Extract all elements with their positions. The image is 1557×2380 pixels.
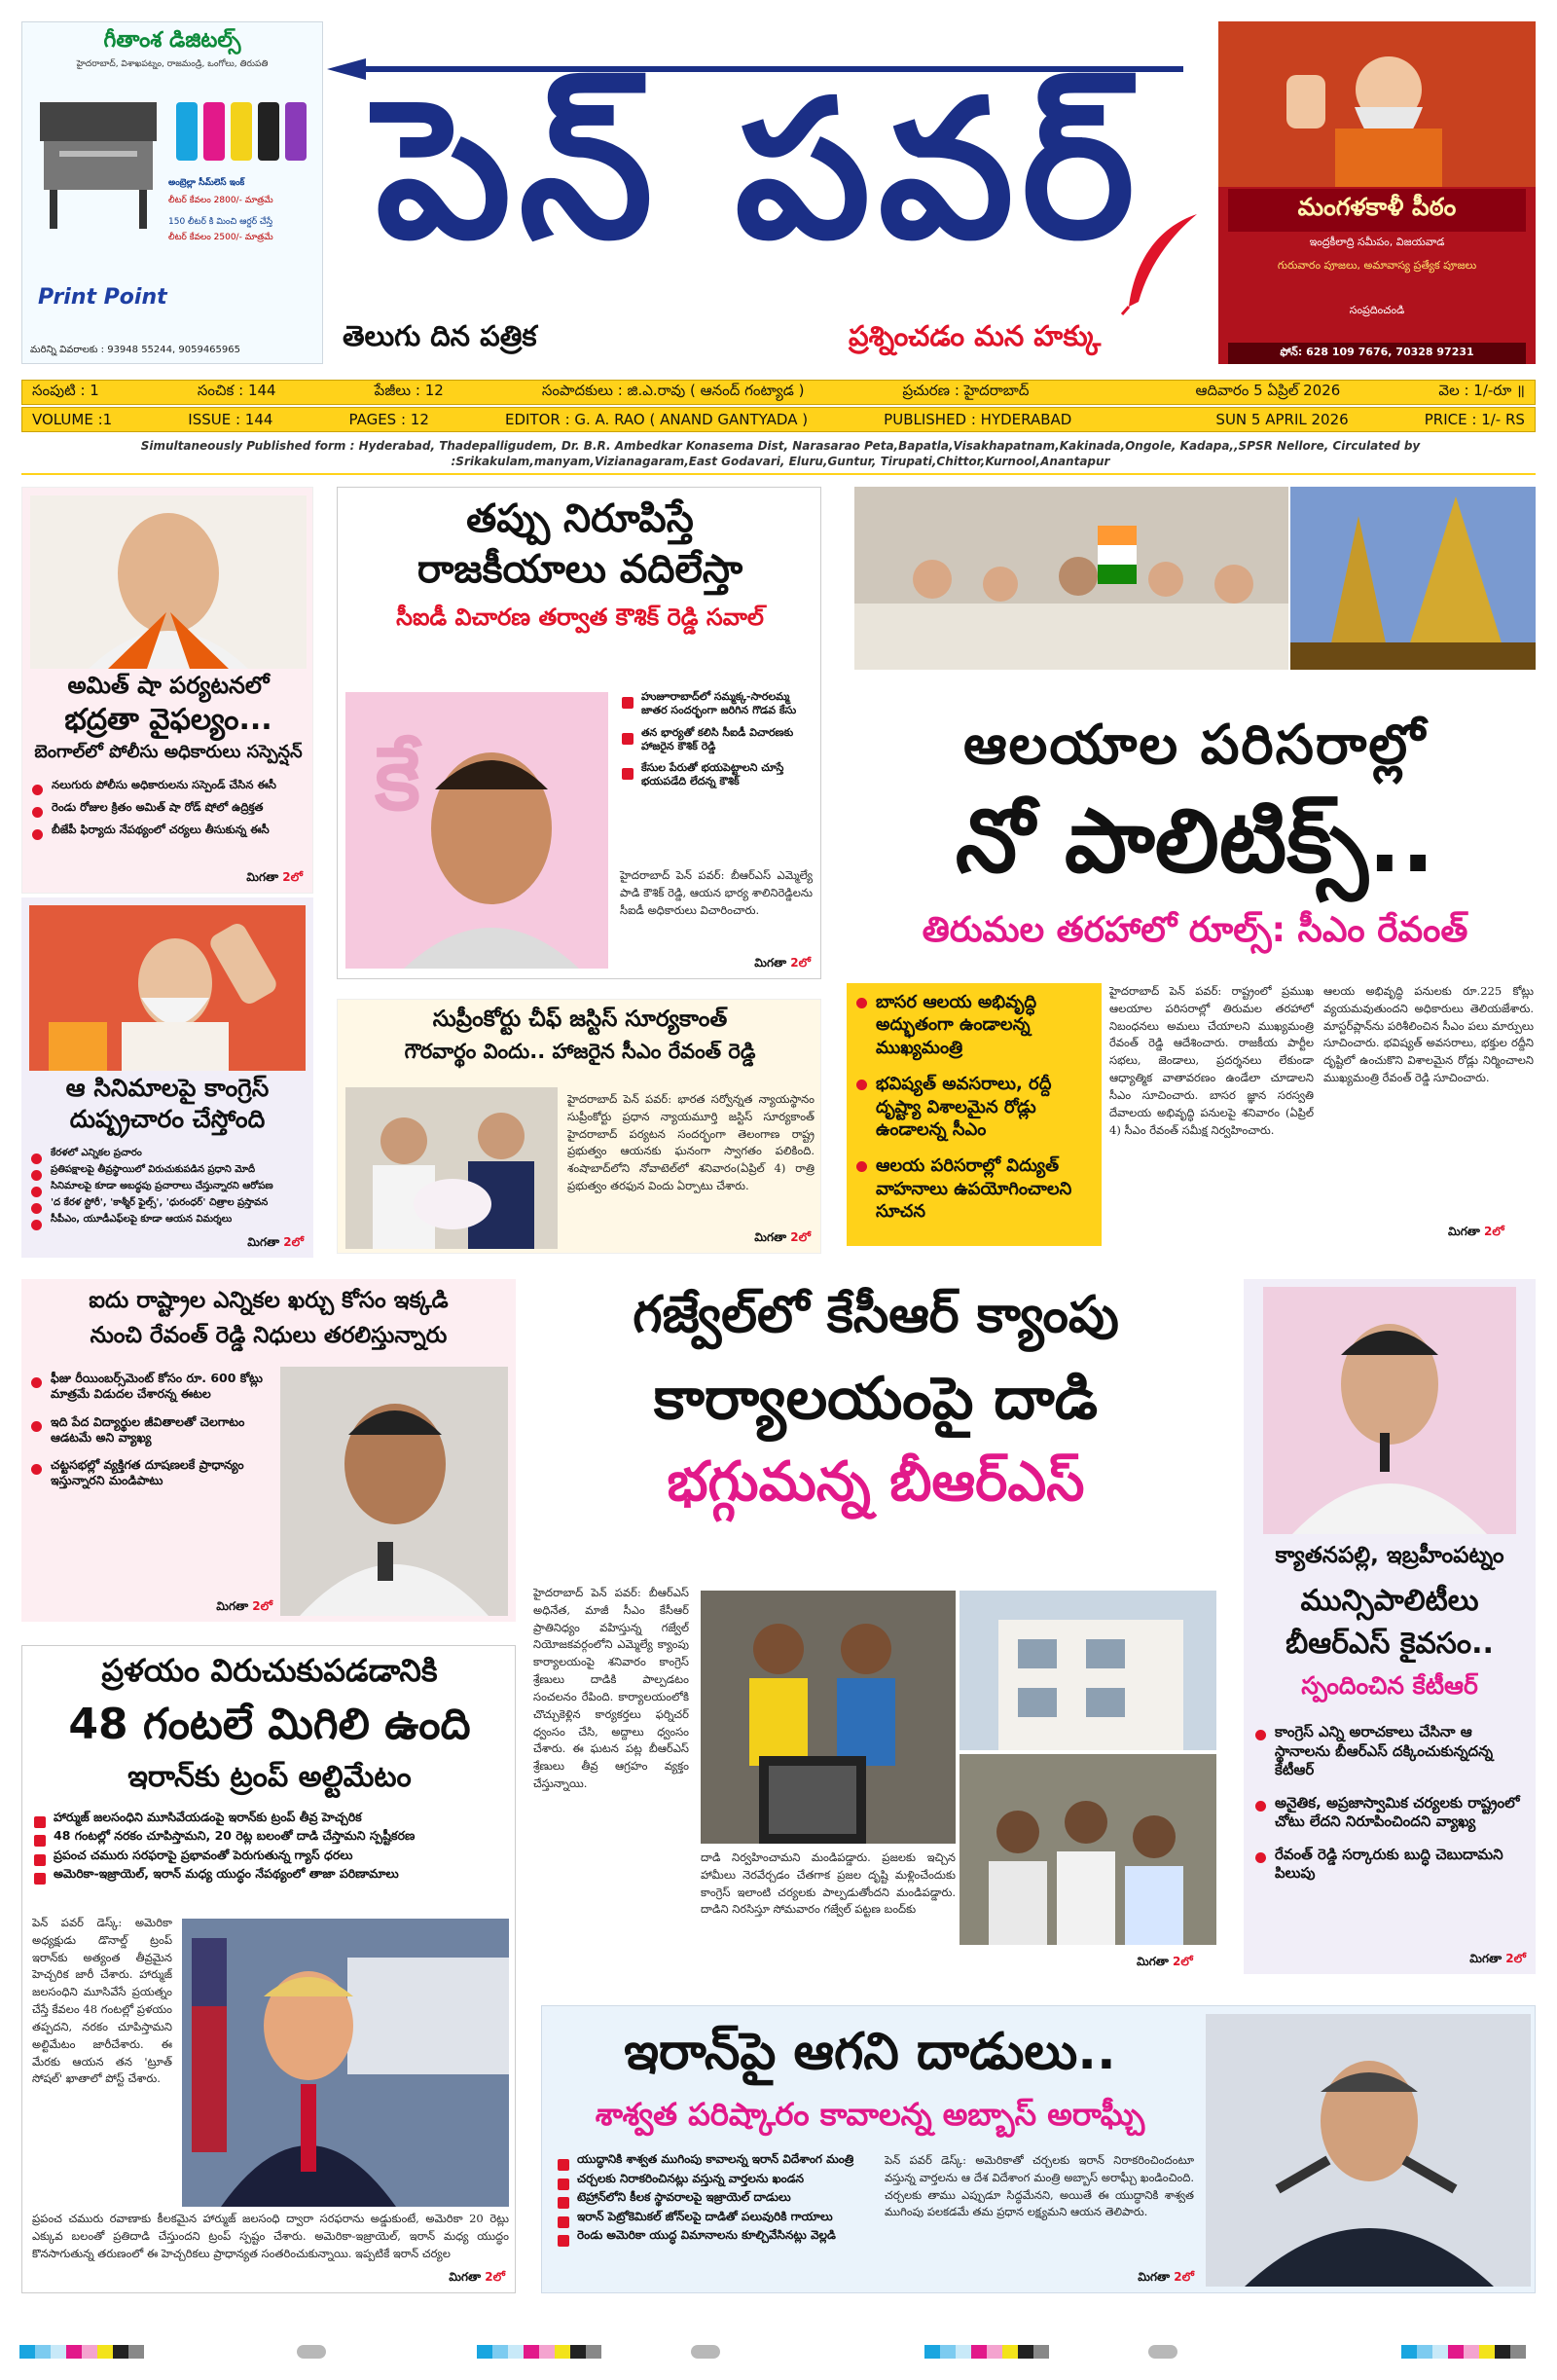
story-amit-shah[interactable]: [21, 487, 313, 894]
iran-bullet: యుద్ధానికి శాశ్వత ముగింపు కావాలన్న ఇరాన్ విదేశాంగ మంత్రి: [556, 2152, 877, 2168]
iran-bullets: [556, 2152, 877, 2252]
kaushik-bullet: తన భార్యతో కలిసి సీఐడీ విచారణకు హాజరైన కౌశిక్ రెడ్డి: [620, 726, 815, 754]
eatala-bullet: ఫీజు రీయింబర్స్‌మెంట్ కోసం రూ. 600 కోట్లు మాత్రమే విడుదల చేశారన్న ఈటల: [29, 1371, 272, 1403]
ktr-h1: క్యాతనపల్లి, ఇబ్రహీంపట్నం: [1275, 1543, 1504, 1568]
trump-bullet: హార్ముజ్ జలసంధిని మూసివేయడంపై ఇరాన్‌కు ట్రంప్ తీవ్ర హెచ్చరిక: [32, 1810, 509, 1825]
info-editor-en: EDITOR : G. A. RAO ( ANAND GANTYADA ): [504, 411, 809, 428]
info-published-en: PUBLISHED : HYDERABAD: [884, 411, 1072, 428]
trump-body: పెన్ పవర్ డెస్క్: అమెరికా అధ్యక్షుడు డొనాల్డ్ ట్రంప్ ఇరాన్‌కు అత్యంత తీవ్రమైన హెచ్చరిక జారీ చేశారు. హార్ముజ్ జలసంధిని మూసివేసే ప్రయత్నం చేస్తే కేవలం 48 గంటల్లో ప్రళయం తప్పదని, నరకం చూపిస్తామని అల్టిమేటం జారీచేశారు. ఈ మేరకు ఆయన తన 'ట్రూత్ సోషల్' ఖాతాలో పోస్ట్ చేశారు.: [32, 1916, 172, 2086]
info-price-en: PRICE : 1/- RS: [1424, 411, 1525, 428]
modi-h1: ఆ సినిమాలపై కాంగ్రెస్: [65, 1074, 270, 1102]
cmyk-color-bar: [0, 2341, 1557, 2364]
ktr-h2: మున్సిపాలిటీలు: [1300, 1584, 1479, 1618]
gajwel-h2: కార్యాలయంపై దాడి: [653, 1365, 1099, 1433]
infobar-telugu: [21, 380, 1536, 405]
cji-photo: [345, 1087, 558, 1249]
continued-link[interactable]: మిగతా 2లో: [449, 2270, 505, 2284]
quill-icon: [1114, 209, 1207, 316]
gajwel-h1: గజ్వేల్‌లో కేసీఆర్ క్యాంపు: [633, 1286, 1119, 1344]
ad-left-line5: లీటర్ కేవలం 2500/- మాత్రమే: [168, 233, 273, 242]
ktr-bullet: అనైతిక, అప్రజాస్వామిక చర్యలకు రాష్ట్రంలో చోటు లేదని నిరూపించిందని వ్యాఖ్య: [1253, 1794, 1528, 1832]
ktr-photo: [1263, 1287, 1516, 1534]
ad-right-line1: ఇంద్రకీలాద్రి సమీపం, విజయవాడ: [1309, 236, 1445, 248]
temple-body-1: హైదరాబాద్ పెన్ పవర్: రాష్ట్రంలో ప్రముఖ ఆలయాల పరిసరాల్లో తిరుమల తరహాలో నిబంధనలు అమలు చేయాలని ముఖ్యమంత్రి రేవంత్ రెడ్డి ఆదేశించారు. రాజకీయ పార్టీల సభలు, జెండాలు, ప్రదర్శనలు లేకుండా ఆధ్యాత్మిక వాతావరణం ఉండేలా చూడాలని సీఎం సూచించారు. బాసర జ్ఞాన సరస్వతి దేవాలయ అభివృద్ధి పనులపై శనివారం (ఏప్రిల్ 4) సీఎం రేవంత్ సమీక్ష నిర్వహించారు.: [1109, 984, 1314, 1137]
info-date-te: ఆదివారం 5 ఏప్రిల్ 2026: [1195, 382, 1341, 399]
amit-bullet: రెండు రోజుల క్రితం అమిత్ షా రోడ్ షోలో ఉద్రిక్తత: [30, 800, 310, 815]
ktr-sub: స్పందించిన కేటీఆర్: [1301, 1671, 1478, 1700]
ad-left-brand: Print Point: [38, 285, 167, 310]
temple-bullet: భవిష్యత్ అవసరాలు, రద్దీ దృష్ట్యా విశాలమైన రోడ్లు ఉండాలన్న సీఎం: [854, 1073, 1096, 1141]
trump-bullets: [32, 1810, 509, 1889]
iran-h1: ఇరాన్‌పై ఆగని దాడులు..: [624, 2023, 1116, 2081]
svg-text:కే: కే: [375, 728, 420, 830]
modi-bullet: సీపీఎం, యూడీఎఫ్‌లపై కూడా ఆయన విమర్శలు: [29, 1213, 309, 1226]
cji-h2: గౌరవార్థం విందు.. హాజరైన సీఎం రేవంత్ రెడ్డి: [404, 1040, 756, 1063]
trump-bullet: 48 గంటల్లో నరకం చూపిస్తామని, 20 రెట్ల బలంతో దాడి చేస్తామని స్పష్టీకరణ: [32, 1828, 509, 1844]
story-iran[interactable]: [541, 2005, 1536, 2293]
modi-bullet: సినిమాలపై కూడా అబద్ధపు ప్రచారాలు చేస్తున్నారని ఆరోపణ: [29, 1180, 309, 1192]
ad-right-line3: సంప్రదించండి: [1349, 304, 1405, 316]
infobar-english: [21, 407, 1536, 432]
temple-bullet: బాసర ఆలయ అభివృద్ధి అద్భుతంగా ఉండాలన్న ముఖ్యమంత్రి: [854, 991, 1096, 1059]
gajwel-body-wide: దాడి నిర్వహించామని మండిపడ్డారు. ప్రజలకు ఇచ్చిన హామీలు నెరవేర్చడం చేతగాక ప్రజల దృష్టి మళ్లించేందుకు కాంగ్రెస్ ఇలాంటి చర్యలకు పాల్పడుతోందని మండిపడ్డారు. దాడిని నిరసిస్తూ సోమవారం గజ్వేల్ పట్టణ బంద్‌కు: [701, 1850, 956, 1917]
info-published-te: ప్రచురణ : హైదరాబాద్: [902, 382, 1030, 399]
cji-h1: సుప్రీంకోర్టు చీఫ్ జస్టిస్ సూర్యకాంత్: [432, 1007, 728, 1032]
modi-bullet: 'ద కేరళ స్టోరీ', 'కాశ్మీర్ ఫైల్స్', 'ధురంధర్' చిత్రాల ప్రస్తావన: [29, 1196, 309, 1209]
trump-h2: 48 గంటలే మిగిలి ఉంది: [68, 1700, 471, 1749]
trump-bullet: ప్రపంచ చమురు సరఫరాపై ప్రభావంతో పెరుగుతున్న గ్యాస్ ధరలు: [32, 1848, 509, 1863]
modi-h2: దుష్ప్రచారం చేస్తోంది: [69, 1105, 266, 1133]
story-cji-dinner[interactable]: [337, 999, 821, 1254]
kaushik-h2: రాజకీయాలు వదిలేస్తా: [416, 547, 743, 592]
iran-bullet: చర్చలకు నిరాకరించినట్లు వస్తున్న వార్తలను ఖండన: [556, 2172, 877, 2187]
amit-shah-photo: [30, 495, 307, 669]
kaushik-sub: సీఐడీ విచారణ తర్వాత కౌశిక్ రెడ్డి సవాల్: [396, 604, 764, 631]
info-issue-en: ISSUE : 144: [188, 411, 273, 428]
kaushik-bullets: [620, 690, 815, 797]
printer-image: [30, 83, 166, 238]
swamiji-photo: [1218, 21, 1536, 187]
trump-h3: ఇరాన్‌కు ట్రంప్ అల్టిమేటం: [127, 1760, 412, 1794]
amit-h2: భద్రతా వైఫల్యం...: [64, 703, 272, 737]
continued-link[interactable]: మిగతా 2లో: [754, 1230, 811, 1244]
ktr-bullet: కాంగ్రెస్ ఎన్ని అరాచకాలు చేసినా ఆ స్థానాలను బీఆర్ఎస్ దక్కించుకున్నదన్న కేటీఆర్: [1253, 1723, 1528, 1780]
story-modi[interactable]: [21, 897, 313, 1258]
gajwel-crowd-photo: [960, 1754, 1216, 1945]
amit-h1: అమిత్ షా పర్యటనలో: [67, 672, 270, 699]
info-issue-te: సంచిక : 144: [197, 382, 276, 399]
continued-link[interactable]: మిగతా 2లో: [1137, 1955, 1193, 1968]
eatala-bullet: చట్టసభల్లో వ్యక్తిగత దూషణలకే ప్రాధాన్యం ఇస్తున్నారని మండిపాటు: [29, 1457, 272, 1489]
iran-body: పెన్ పవర్ డెస్క్: అమెరికాతో చర్చలకు ఇరాన్ నిరాకరించిందంటూ వస్తున్న వార్తలను ఆ దేశ విదేశాంగ మంత్రి అబ్బాస్ అరాఘ్చీ ఖండించింది. చర్చలకు తాము ఎప్పుడూ సిద్ధమేనని, అయితే ఈ యుద్ధానికి శాశ్వత ముగింపు పలకడమే తమ ప్రధాన లక్ష్యమని ఆయన తెలిపారు.: [885, 2153, 1194, 2219]
info-price-te: వెల : 1/-రూ ॥: [1438, 382, 1525, 399]
masthead-tagline-left: తెలుగు దిన పత్రిక: [343, 319, 537, 352]
cji-body: హైదరాబాద్ పెన్ పవర్: భారత సర్వోన్నత న్యాయస్థానం సుప్రీంకోర్టు ప్రధాన న్యాయమూర్తి జస్టిస్ సూర్యకాంత్ హైదరాబాద్ పర్యటన సందర్భంగా తెలంగాణ రాష్ట్ర ప్రభుత్వం ఆయనకు ఘనంగా స్వాగతం పలికింది. శంషాబాద్‌లోని నోవాటెల్‌లో శనివారం(ఏప్రిల్ 4) రాత్రి ప్రభుత్వం తరఫున విందు ఏర్పాటు చేశారు.: [567, 1092, 815, 1193]
trump-photo: [182, 1919, 509, 2207]
ktr-h3: బీఆర్ఎస్ కైవసం..: [1285, 1627, 1494, 1661]
amit-bullet: నలుగురు పోలీసు అధికారులను సస్పెండ్ చేసిన ఈసీ: [30, 778, 310, 792]
ad-left-line2: అంబ్రెల్లా సీమ్‌లెస్ ఇంక్: [168, 178, 245, 188]
ad-left-geethamsha[interactable]: [21, 21, 323, 364]
temple-bullets-box: [847, 983, 1102, 1246]
kaushik-bullet: కేసుల పేరుతో భయపెట్టాలని చూస్తే భయపడేది లేదన్న కౌశిక్: [620, 761, 815, 789]
temple-h2: నో పాలిటిక్స్..: [955, 790, 1435, 893]
kaushik-photo: [345, 692, 608, 969]
trump-body-wide: ప్రపంచ చమురు రవాణాకు కీలకమైన హార్ముజ్ జలసంధి ద్వారా సరఫరాను అడ్డుకుంటే, అమెరికా 20 రెట్లు ఎక్కువ బలంతో ప్రతిదాడి చేస్తుందని ట్రంప్ స్పష్టం చేశారు. అమెరికా-ఇజ్రాయెల్, ఇరాన్ మధ్య యుద్ధం కొనసాగుతున్న తరుణంలో ఈ హెచ్చరికలు ప్రాధాన్యత సంతరించుకున్నాయి. ఇప్పటికే ఇరాన్ చర్యల: [32, 2212, 509, 2260]
modi-photo: [29, 905, 306, 1071]
amit-bullet: బీజేపీ ఫిర్యాదు నేపథ్యంలో చర్యలు తీసుకున్న ఈసీ: [30, 823, 310, 837]
gajwel-protest-photo: [701, 1591, 956, 1844]
iran-sub: శాశ్వత పరిష్కారం కావాలన్న అబ్బాస్ అరాఘ్చీ: [595, 2096, 1145, 2133]
ad-left-phone: మరిన్ని వివరాలకు : 93948 55244, 9059465965: [30, 345, 240, 355]
modi-bullet: కేరళలో ఎన్నికల ప్రచారం: [29, 1147, 309, 1159]
trump-bullet: అమెరికా-ఇజ్రాయెల్, ఇరాన్ మధ్య యుద్ధం నేపథ్యంలో తాజా పరిణామాలు: [32, 1866, 509, 1882]
temple-bullet: ఆలయ పరిసరాల్లో విద్యుత్ వాహనాలు ఉపయోగించాలని సూచన: [854, 1154, 1096, 1223]
eatala-bullets: [29, 1371, 272, 1497]
kaushik-h1: తప్పు నిరూపిస్తే: [466, 496, 694, 541]
info-pages-en: PAGES : 12: [348, 411, 429, 428]
editions-divider: [21, 473, 1536, 475]
story-ktr[interactable]: [1244, 1279, 1536, 1974]
eatala-photo: [280, 1367, 508, 1616]
kaushik-body: హైదరాబాద్ పెన్ పవర్: బీఆర్ఎస్ ఎమ్మెల్యే పాడి కౌశిక్ రెడ్డి, ఆయన భార్య శాలినిరెడ్డిలను సీఐడీ అధికారులు విచారించారు.: [620, 868, 813, 917]
araghchi-photo: [1206, 2014, 1531, 2287]
trump-h1: ప్రళయం విరుచుకుపడడానికి: [101, 1652, 438, 1689]
cm-review-meeting-photo: [854, 487, 1288, 670]
eatala-h2: నుంచి రేవంత్ రెడ్డి నిధులు తరలిస్తున్నారు: [90, 1323, 448, 1348]
eatala-h1: ఐదు రాష్ట్రాల ఎన్నికల ఖర్చు కోసం ఇక్కడి: [89, 1288, 449, 1313]
info-date-en: SUN 5 APRIL 2026: [1215, 411, 1349, 428]
kaushik-bullet: హుజూరాబాద్‌లో సమ్మక్క-సారలమ్మ జాతర సందర్భంగా జరిగిన గొడవ కేసు: [620, 690, 815, 718]
iran-bullet: టెహ్రాన్‌లోని కీలక స్థావరాలపై ఇజ్రాయెల్ దాడులు: [556, 2190, 877, 2206]
story-kaushik-reddy[interactable]: [337, 487, 821, 979]
amit-bullets: [30, 778, 310, 845]
ad-left-line3: లీటర్ కేవలం 2800/- మాత్రమే: [168, 196, 273, 205]
ktr-bullets: [1253, 1723, 1528, 1891]
info-volume-te: సంపుటి : 1: [32, 382, 99, 399]
continued-link[interactable]: మిగతా 2లో: [216, 1599, 272, 1613]
iran-bullet: ఇరాన్ పెట్రోకెమికల్ జోన్‌లపై దాడితో పలువురికి గాయాలు: [556, 2210, 877, 2225]
gajwel-sub: భగ్గుమన్న బీఆర్ఎస్: [667, 1450, 1085, 1514]
amit-sub: బెంగాల్‌లో పోలీసు అధికారులు సస్పెన్షన్: [34, 742, 303, 762]
gajwel-body: హైదరాబాద్ పెన్ పవర్: బీఆర్ఎస్ అధినేత, మాజీ సీఎం కేసీఆర్ ప్రాతినిధ్యం వహిస్తున్న గజ్వేల్ నియోజకవర్గంలోని ఎమ్మెల్యే క్యాంపు కార్యాలయంపై శనివారం కాంగ్రెస్ శ్రేణులు దాడికి పాల్పడటం సంచలనం రేపింది. కార్యాలయంలోకి చొచ్చుకెళ్లిన కార్యకర్తలు ఫర్నిచర్ ధ్వంసం చేసి, అద్దాలు ధ్వంసం చేశారు. ఈ ఘటన పట్ల బీఆర్ఎస్ శ్రేణులు తీవ్ర ఆగ్రహం వ్యక్తం చేస్తున్నాయి.: [533, 1586, 689, 1790]
ad-left-line4: 150 లీటర్ కి మించి ఆర్డర్ చేస్తే: [168, 217, 273, 227]
ad-right-phone: ఫోన్: 628 109 7676, 70328 97231: [1228, 343, 1526, 364]
masthead-title: పెన్ పవర్: [375, 59, 1143, 281]
ad-left-name: గీతాంశ డిజిటల్స్: [103, 28, 241, 53]
eatala-bullet: ఇది పేద విద్యార్థుల జీవితాలతో చెలగాటం ఆడటమే అని వ్యాఖ్య: [29, 1414, 272, 1446]
temple-bullets: [854, 991, 1096, 1231]
continued-link[interactable]: మిగతా 2లో: [246, 870, 303, 884]
ink-bottles-image: [168, 83, 314, 170]
story-eatala-panel[interactable]: [21, 1279, 516, 1622]
ad-right-title: మంగళకాళీ పీఠం: [1228, 189, 1526, 232]
ktr-bullet: రేవంత్ రెడ్డి సర్కారుకు బుద్ధి చెబుదామని పిలుపు: [1253, 1846, 1528, 1884]
continued-link[interactable]: మిగతా 2లో: [754, 956, 811, 970]
masthead-tagline-right: ప్రశ్నించడం మన హక్కు: [849, 319, 1102, 352]
info-editor-te: సంపాదకులు : జి.ఎ.రావు ( ఆనంద్ గంట్యాడ ): [541, 382, 805, 399]
modi-bullets: [29, 1147, 309, 1233]
info-volume-en: VOLUME :1: [32, 411, 113, 428]
temple-sub: తిరుమల తరహాలో రూల్స్: సీఎం రేవంత్: [922, 910, 1468, 950]
info-pages-te: పేజీలు : 12: [374, 382, 444, 399]
continued-link[interactable]: మిగతా 2లో: [1469, 1952, 1526, 1965]
ad-right-mangalakali[interactable]: [1218, 21, 1536, 364]
ad-right-line2: గురువారం పూజలు, అమావాస్య ప్రత్యేక పూజలు: [1277, 259, 1477, 272]
continued-link[interactable]: మిగతా 2లో: [1138, 2270, 1194, 2284]
story-trump[interactable]: [21, 1645, 516, 2293]
gajwel-office-photo: [960, 1591, 1216, 1750]
editions-line: Simultaneously Published form : Hyderabad, Thadepalligudem, Dr. B.R. Ambedkar Konasema Dist, Narasarao Peta,Bapatla,Visakhapatnam,Kakinada,Ongole, Kadapa,,SPSR Nellore, Circulated by :Srikakulam,manyam,Vizianagaram,East Godavari, Eluru,Guntur, Tirupati,Chittor,Kurnool,Anantapur: [140, 439, 1421, 469]
iran-bullet: రెండు అమెరికా యుద్ధ విమానాలను కూల్చివేసినట్లు వెల్లడి: [556, 2228, 877, 2244]
ad-left-line1: హైదరాబాద్, విశాఖపట్నం, రాజమండ్రి, ఒంగోలు, తిరుపతి: [76, 59, 269, 69]
continued-link[interactable]: మిగతా 2లో: [247, 1235, 304, 1249]
continued-link[interactable]: మిగతా 2లో: [1448, 1225, 1504, 1238]
modi-bullet: ప్రతిపక్షాలపై తీవ్రస్థాయిలో విరుచుకుపడిన ప్రధాని మోదీ: [29, 1163, 309, 1176]
temple-body-2: ఆలయ అభివృద్ధి పనులకు రూ.225 కోట్లు వ్యయమవుతుందని అధికారులు తెలియజేశారు. మాస్టర్‌ప్లాన్‌ను పరిశీలించిన సీఎం పలు మార్పులు సూచించారు. భవిష్యత్ అవసరాలు, భక్తుల రద్దీని దృష్టిలో ఉంచుకొని విశాలమైన రోడ్లు నిర్మించాలని ముఖ్యమంత్రి రేవంత్ రెడ్డి సూచించారు.: [1323, 984, 1534, 1085]
temple-gopuram-photo: [1290, 487, 1536, 670]
temple-h1: ఆలయాల పరిసరాల్లో: [962, 714, 1428, 777]
